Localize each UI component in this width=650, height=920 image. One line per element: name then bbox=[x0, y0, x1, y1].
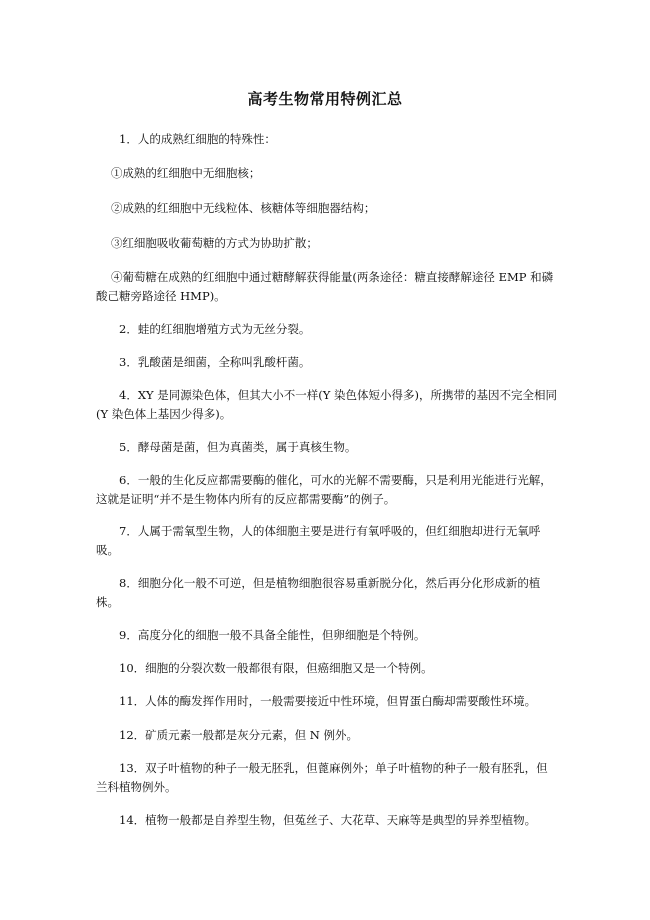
paragraph-11: 11．人体的酶发挥作用时，一般需要接近中性环境，但胃蛋白酶却需要酸性环境。 bbox=[119, 694, 537, 708]
paragraph-1: 1．人的成熟红细胞的特殊性： bbox=[119, 132, 276, 146]
paragraph-5: 5．酵母菌是菌，但为真菌类，属于真核生物。 bbox=[119, 440, 357, 454]
paragraph-9: 9．高度分化的细胞一般不具备全能性，但卵细胞是个特例。 bbox=[119, 628, 426, 642]
paragraph-7: 7．人属于需氧型生物，人的体细胞主要是进行有氧呼吸的，但红细胞却进行无氧呼吸。 bbox=[96, 524, 541, 557]
paragraph-3: 3．乳酸菌是细菌，全称叫乳酸杆菌。 bbox=[119, 355, 311, 369]
paragraph-10: 10．细胞的分裂次数一般都很有限，但癌细胞又是一个特例。 bbox=[119, 661, 433, 675]
paragraph-1-sub-2: ②成熟的红细胞中无线粒体、核糖体等细胞器结构； bbox=[110, 201, 376, 215]
paragraph-1-sub-3: ③红细胞吸收葡萄糖的方式为协助扩散； bbox=[110, 236, 318, 250]
paragraph-2: 2．蛙的红细胞增殖方式为无丝分裂。 bbox=[119, 322, 311, 336]
document-title: 高考生物常用特例汇总 bbox=[247, 90, 403, 108]
paragraph-12: 12．矿质元素一般都是灰分元素，但 N 例外。 bbox=[119, 728, 359, 742]
paragraph-6: 6．一般的生化反应都需要酶的催化，可水的光解不需要酶，只是利用光能进行光解，这就是证明“并不是生物体内所有的反应都需要酶”的例子。 bbox=[96, 473, 552, 506]
paragraph-4: 4．XY 是同源染色体，但其大小不一样(Y 染色体短小得多)，所携带的基因不完全相同(Y 染色体上基因少得多)。 bbox=[96, 388, 557, 421]
paragraph-8: 8．细胞分化一般不可逆，但是植物细胞很容易重新脱分化，然后再分化形成新的植株。 bbox=[96, 576, 541, 609]
paragraph-13: 13．双子叶植物的种子一般无胚乳，但蓖麻例外；单子叶植物的种子一般有胚乳，但兰科植物例外。 bbox=[96, 761, 548, 794]
paragraph-14: 14．植物一般都是自养型生物，但菟丝子、大花草、天麻等是典型的异养型植物。 bbox=[119, 813, 537, 827]
paragraph-1-sub-4: ④葡萄糖在成熟的红细胞中通过糖酵解获得能量(两条途径：糖直接酵解途径 EMP 和磷酸己糖旁路途径 HMP)。 bbox=[96, 270, 554, 303]
paragraph-1-sub-1: ①成熟的红细胞中无细胞核； bbox=[110, 166, 261, 180]
